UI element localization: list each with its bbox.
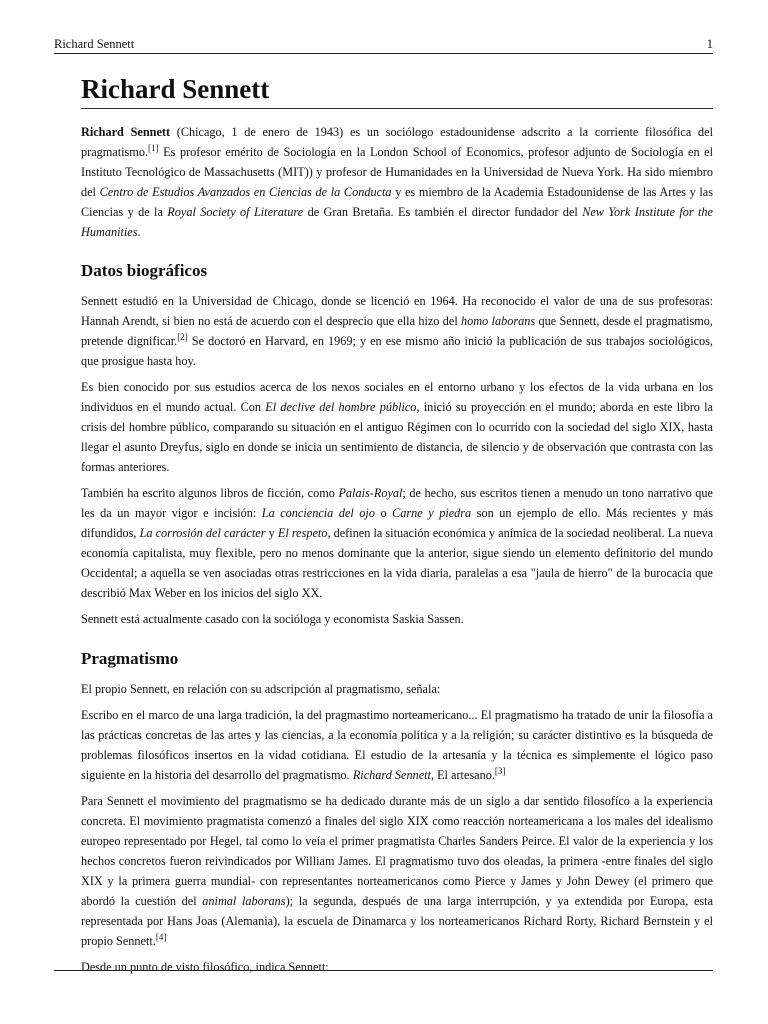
datos-paragraph-1: Sennett estudió en la Universidad de Chicago, donde se licenció en 1964. Ha reconocido el valor de una de sus profesoras: Hannah Arendt, si bien no está de acuerdo con el desprecio que ella hizo del homo laborans que Sennett, desde el pragmatismo, pretende dignificar.[2] Se doctoró en Harvard, en 1969; y en ese mismo año inició la publicación de sus trabajos sociológicos, que prosigue hasta hoy.	[81, 294, 713, 368]
italic-text: homo laborans	[461, 314, 536, 328]
italic-text: Richard Sennett	[352, 768, 431, 782]
datos-paragraph-3: También ha escrito algunos libros de ficción, como Palais-Royal; de hecho, sus escritos tienen a menudo un tono narrativo que les da un mayor vigor e incisión: La conciencia del ojo o Carne y piedra son un ejemplo de ello. Más recientes y más difundidos, La corrosión del carácter y El respeto, definen la situación económica y anímica de la sociedad neoliberal. La nueva economía capitalista, muy flexible, pero no menos dominante que la anterior, sigue siendo un elemento definitorio del mundo Occidental; a aquella se ven asociadas otras restricciones en la vida diaria, paralelas a esa "jaula de hierro" de la burocacia que describió Max Weber en los inicios del siglo XX.	[81, 486, 714, 600]
italic-text: animal laborans	[202, 894, 286, 908]
section-heading-pragmatismo: Pragmatismo	[81, 649, 179, 668]
page-number: 1	[706, 37, 713, 51]
italic-text: La conciencia del ojo	[261, 506, 375, 520]
footer-rule	[54, 970, 713, 971]
italic-text: New York Institute for the Humanities	[81, 205, 713, 239]
italic-text: Royal Society of Literature	[167, 205, 304, 219]
citation-link[interactable]: [4]	[155, 932, 167, 942]
running-title: Richard Sennett	[54, 37, 135, 51]
bold-text: Richard Sennett	[81, 125, 171, 139]
pragmatismo-paragraph-3: Desde un punto de visto filosófico, indica Sennett:	[81, 960, 329, 974]
pragmatismo-paragraph-2: Para Sennett el movimiento del pragmatismo se ha dedicado durante más de un siglo a dar sentido filosofíco a la experiencia concreta. El movimiento pragmatista comenzó a finales del siglo XIX como reacción norteamericana a los males del idealismo europeo representado por Hegel, tal como lo veía el primer pragmatista Charles Sanders Peirce. El valor de la experiencia y los hechos concretos fueron reivindicados por William James. El pragmatismo tuvo dos oleadas, la primera -entre finales del siglo XIX y la primera guerra mundial- con representantes norteamericanos como Pierce y James y John Dewey (el primero que abordó la cuestión del animal laborans); la segunda, después de una larga interrupción, y ya extendida por Europa, esta representada por Hans Joas (Alemania), la escuela de Dinamarca y los norteamericanos Richard Rorty, Richard Bernstein y el propio Sennett.[4]	[81, 794, 714, 948]
pragmatismo-quote: Escribo en el marco de una larga tradición, la del pragmastimo norteamericano... El pragmatismo ha tratado de unir la filosofía a las prácticas concretas de las artes y las ciencias, a la economía política y a la religión; su carácter distintivo es la búsqueda de problemas filosóficos insertos en la vidad cotidiana. El estudio de la artesanía y la técnica es simplemente el lógico paso siguiente en la historia del desarrollo del pragmatismo. Richard Sennett, El artesano.[3]	[81, 708, 713, 782]
pragmatismo-paragraph-1: El propio Sennett, en relación con su adscripción al pragmatismo, señala:	[81, 682, 441, 696]
datos-paragraph-4: Sennett está actualmente casado con la socióloga y economista Saskia Sassen.	[81, 612, 464, 626]
italic-text: El declive del hombre público	[265, 400, 417, 414]
article-body	[81, 72, 713, 977]
italic-text: Carne y piedra	[392, 506, 472, 520]
italic-text: Palais-Royal	[338, 486, 403, 500]
running-header	[54, 36, 713, 54]
citation-link[interactable]: [1]	[148, 143, 159, 153]
datos-paragraph-2: Es bien conocido por sus estudios acerca de los nexos sociales en el entorno urbano y los efectos de la vida urbana en los individuos en el mundo actual. Con El declive del hombre público, inició su proyección en el mundo; aborda en este libro la crisis del hombre público, comparando su situación en el antiguo Régimen con lo ocurrido con la sociedad del siglo XIX, hasta llegar el asunto Dreyfus, siglo en donde se inicia un sentimiento de distancia, de silencio y de observación que contrasta con las formas anteriores.	[81, 380, 713, 474]
page-title: Richard Sennett	[81, 72, 713, 109]
italic-text: La corrosión del carácter	[139, 526, 266, 540]
italic-text: Centro de Estudios Avanzados en Ciencias de la Conducta	[99, 185, 392, 199]
intro-paragraph: Richard Sennett (Chicago, 1 de enero de 1943) es un sociólogo estadounidense adscrito a la corriente filosófica del pragmatismo.[1] Es profesor emérito de Sociología en la London School of Economics, profesor adjunto de Sociología en el Instituto Tecnológico de Massachusetts (MIT)) y profesor de Humanidades en la Universidad de Nueva York. Ha sido miembro del Centro de Estudios Avanzados en Ciencias de la Conducta y es miembro de la Academia Estadounidense de las Artes y las Ciencias y de la Royal Society of Literature de Gran Bretaña. Es también el director fundador del New York Institute for the Humanities.	[81, 125, 713, 239]
citation-link[interactable]: [2]	[177, 332, 188, 342]
section-heading-datos: Datos biográficos	[81, 261, 208, 280]
italic-text: El respeto	[277, 526, 328, 540]
citation-link[interactable]: [3]	[494, 766, 506, 776]
